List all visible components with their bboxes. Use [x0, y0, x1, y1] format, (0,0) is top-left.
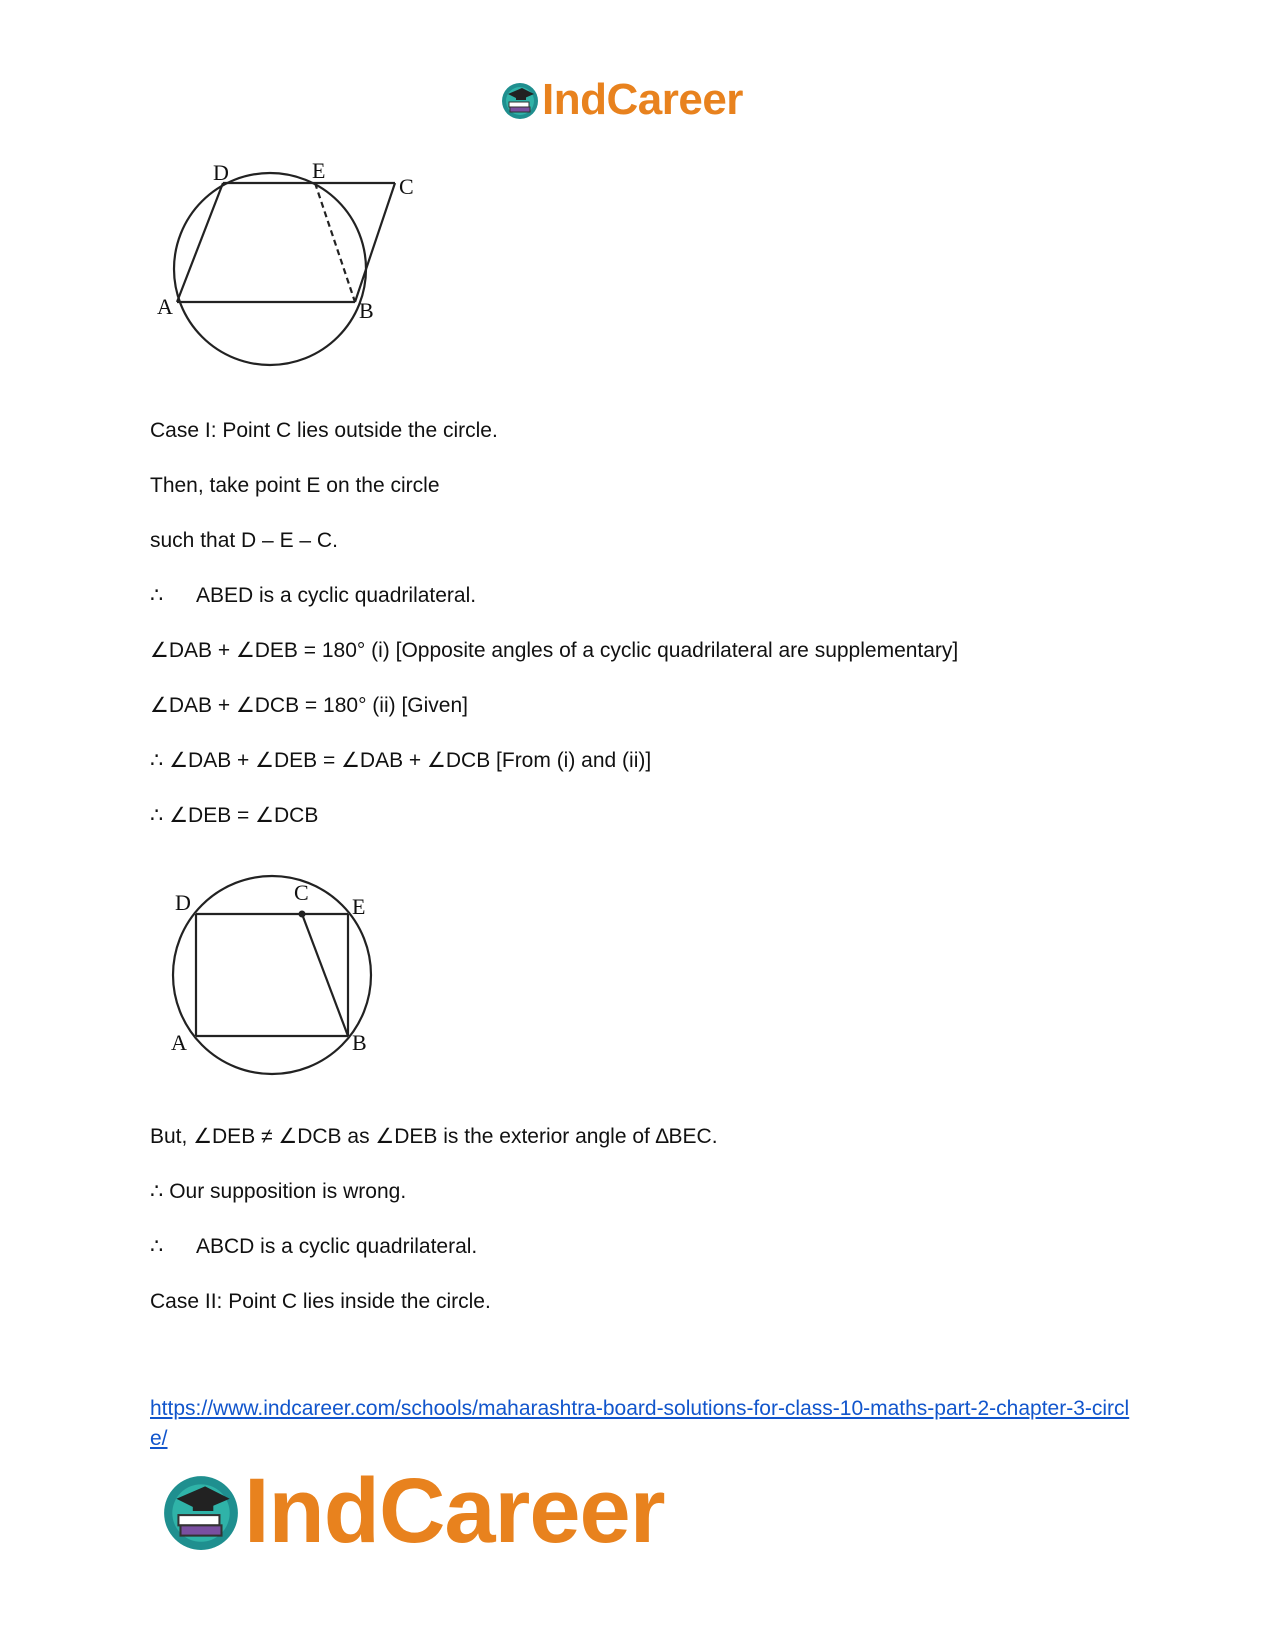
figure2-label-c: C: [294, 880, 309, 905]
text-line-2: Then, take point E on the circle: [150, 474, 440, 497]
therefore-symbol: ∴: [150, 749, 164, 772]
text-line-8: [150, 803, 318, 829]
figure2-segment-cb: [302, 914, 348, 1036]
figure1-side-ad: [177, 183, 223, 302]
text-line-8-body: ∠DEB = ∠DCB: [169, 804, 319, 827]
figure-case1-diagram: [155, 162, 435, 377]
text-line-11: [150, 1234, 477, 1260]
figure2-label-a: A: [171, 1030, 187, 1055]
header-logo: [500, 75, 743, 124]
figure2-point-c: [299, 911, 306, 918]
text-line-9: But, ∠DEB ≠ ∠DCB as ∠DEB is the exterior angle of ∆BEC.: [150, 1125, 718, 1148]
therefore-symbol: ∴: [150, 584, 164, 607]
graduation-book-icon: [160, 1470, 242, 1552]
figure2-circle: [173, 876, 371, 1074]
therefore-symbol: ∴: [150, 1235, 164, 1258]
figure1-side-cb: [355, 183, 395, 302]
figure1-label-e: E: [312, 162, 326, 183]
header-logo-text: IndCareer: [542, 75, 743, 124]
therefore-symbol: ∴: [150, 1180, 164, 1203]
text-line-4: [150, 583, 476, 609]
text-line-7: [150, 748, 651, 774]
text-line-10-body: Our supposition is wrong.: [169, 1180, 407, 1203]
source-link[interactable]: https://www.indcareer.com/schools/maharashtra-board-solutions-for-class-10-maths-part-2-chapter-3-circle/: [150, 1397, 1130, 1450]
figure-case2-diagram: [158, 868, 378, 1083]
figure1-label-a: A: [157, 294, 173, 319]
text-line-4-body: ABED is a cyclic quadrilateral.: [196, 584, 477, 607]
footer-logo-text: IndCareer: [244, 1460, 665, 1562]
figure1-label-c: C: [399, 174, 414, 199]
figure1-label-d: D: [213, 162, 229, 185]
figure1-label-b: B: [359, 298, 374, 323]
text-line-6: ∠DAB + ∠DCB = 180° (ii) [Given]: [150, 694, 468, 717]
text-line-1: Case I: Point C lies outside the circle.: [150, 419, 498, 442]
text-line-3: such that D – E – C.: [150, 529, 338, 552]
figure2-label-b: B: [352, 1030, 367, 1055]
text-line-12: Case II: Point C lies inside the circle.: [150, 1290, 491, 1313]
therefore-symbol: ∴: [150, 804, 164, 827]
text-line-7-body: ∠DAB + ∠DEB = ∠DAB + ∠DCB [From (i) and (ii)]: [169, 749, 652, 772]
footer-logo: [160, 1460, 665, 1562]
figure2-label-e: E: [352, 894, 366, 919]
figure1-circle: [174, 173, 366, 365]
graduation-book-icon: [500, 80, 540, 120]
figure2-label-d: D: [175, 890, 191, 915]
text-line-10: [150, 1179, 406, 1205]
text-line-5: ∠DAB + ∠DEB = 180° (i) [Opposite angles of a cyclic quadrilateral are supplementary]: [150, 639, 959, 662]
text-line-11-body: ABCD is a cyclic quadrilateral.: [196, 1235, 478, 1258]
figure1-dashed-eb: [315, 183, 355, 302]
